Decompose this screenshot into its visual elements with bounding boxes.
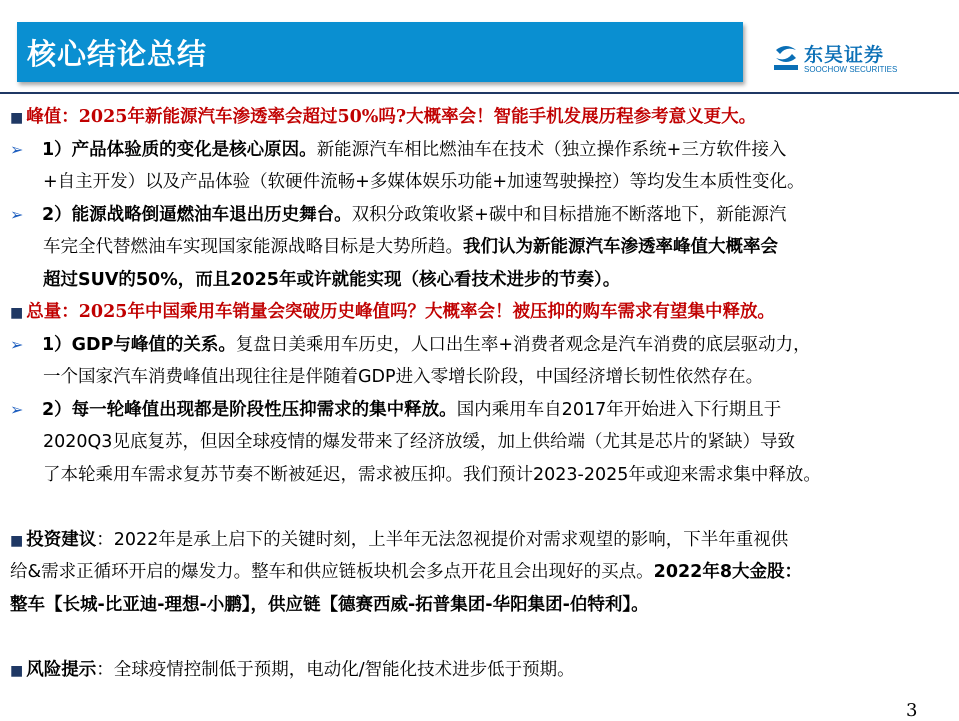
total-point-1-cont: 一个国家汽车消费峰值出现往往是伴随着GDP进入零增长阶段，中国经济增长韧性依然存在。: [43, 367, 764, 387]
arrow-bullet-icon: ➢: [10, 204, 24, 224]
logo-name-cn: 东吴证券: [804, 44, 885, 66]
invest-advice-cont: 给&需求正循环开启的爆发力。整车和供应链板块机会多点开花且会出现好的买点。2022年8大金股：: [10, 562, 803, 582]
arrow-bullet-icon: ➢: [10, 334, 24, 354]
logo-name-en: SOOCHOW SECURITIES: [804, 65, 898, 74]
square-bullet-icon: ■: [10, 305, 24, 321]
invest-advice-picks: 整车【长城-比亚迪-理想-小鹏】，供应链【德赛西威-拓普集团-华阳集团-伯特利】。: [10, 594, 649, 615]
total-point-2: ➢ 2）每一轮峰值出现都是阶段性压抑需求的集中释放。国内乘用车自2017年开始进入下行期且于: [10, 394, 955, 427]
peak-point-1: ➢ 1）产品体验质的变化是核心原因。新能源汽车相比燃油车在技术（独立操作系统+三方软件接入: [10, 134, 955, 167]
peak-point-2-cont: 车完全代替燃油车实现国家能源战略目标是大势所趋。我们认为新能源汽车渗透率峰值大概率会: [43, 237, 778, 257]
arrow-bullet-icon: ➢: [10, 399, 24, 419]
total-point-2-cont-2: 了本轮乘用车需求复苏节奏不断被延迟，需求被压抑。我们预计2023-2025年或迎来需求集中释放。: [43, 464, 821, 485]
spacer: [10, 621, 955, 654]
logo-mark-icon: [772, 42, 800, 72]
title-bar: [17, 22, 743, 82]
square-bullet-icon: ■: [10, 110, 24, 126]
peak-heading: ■ 峰值：2025年新能源汽车渗透率会超过50%吗?大概率会！智能手机发展历程参考意义更大。: [10, 107, 757, 127]
arrow-bullet-icon: ➢: [10, 139, 24, 159]
risk-warning: ■ 风险提示：全球疫情控制低于预期，电动化/智能化技术进步低于预期。: [10, 659, 575, 680]
slide-body: [10, 101, 955, 686]
header-divider: [0, 92, 959, 94]
page-number: 3: [906, 700, 918, 721]
peak-point-1-cont: +自主开发）以及产品体验（软硬件流畅+多媒体娱乐功能+加速驾驶操控）等均发生本质性变化。: [43, 172, 805, 192]
slide-title: 核心结论总结: [27, 37, 208, 71]
square-bullet-icon: ■: [10, 532, 24, 549]
peak-point-2-conclusion: 超过SUV的50%，而且2025年或许就能实现（核心看技术进步的节奏）。: [43, 269, 621, 290]
spacer: [10, 491, 955, 524]
square-bullet-icon: ■: [10, 662, 24, 679]
total-point-1: ➢ 1）GDP与峰值的关系。复盘日美乘用车历史，人口出生率+消费者观念是汽车消费的底层驱动力，: [10, 329, 955, 362]
invest-advice: ■ 投资建议：2022年是承上启下的关键时刻，上半年无法忽视提价对需求观望的影响，下半年重视供: [10, 529, 789, 550]
total-heading: ■ 总量：2025年中国乘用车销量会突破历史峰值吗？大概率会！被压抑的购车需求有望集中释放。: [10, 302, 775, 322]
company-logo: [772, 40, 922, 76]
total-point-2-cont: 2020Q3见底复苏，但因全球疫情的爆发带来了经济放缓，加上供给端（尤其是芯片的紧缺）导致: [43, 432, 795, 452]
peak-point-2: ➢ 2）能源战略倒逼燃油车退出历史舞台。双积分政策收紧+碳中和目标措施不断落地下，新能源汽: [10, 199, 955, 232]
